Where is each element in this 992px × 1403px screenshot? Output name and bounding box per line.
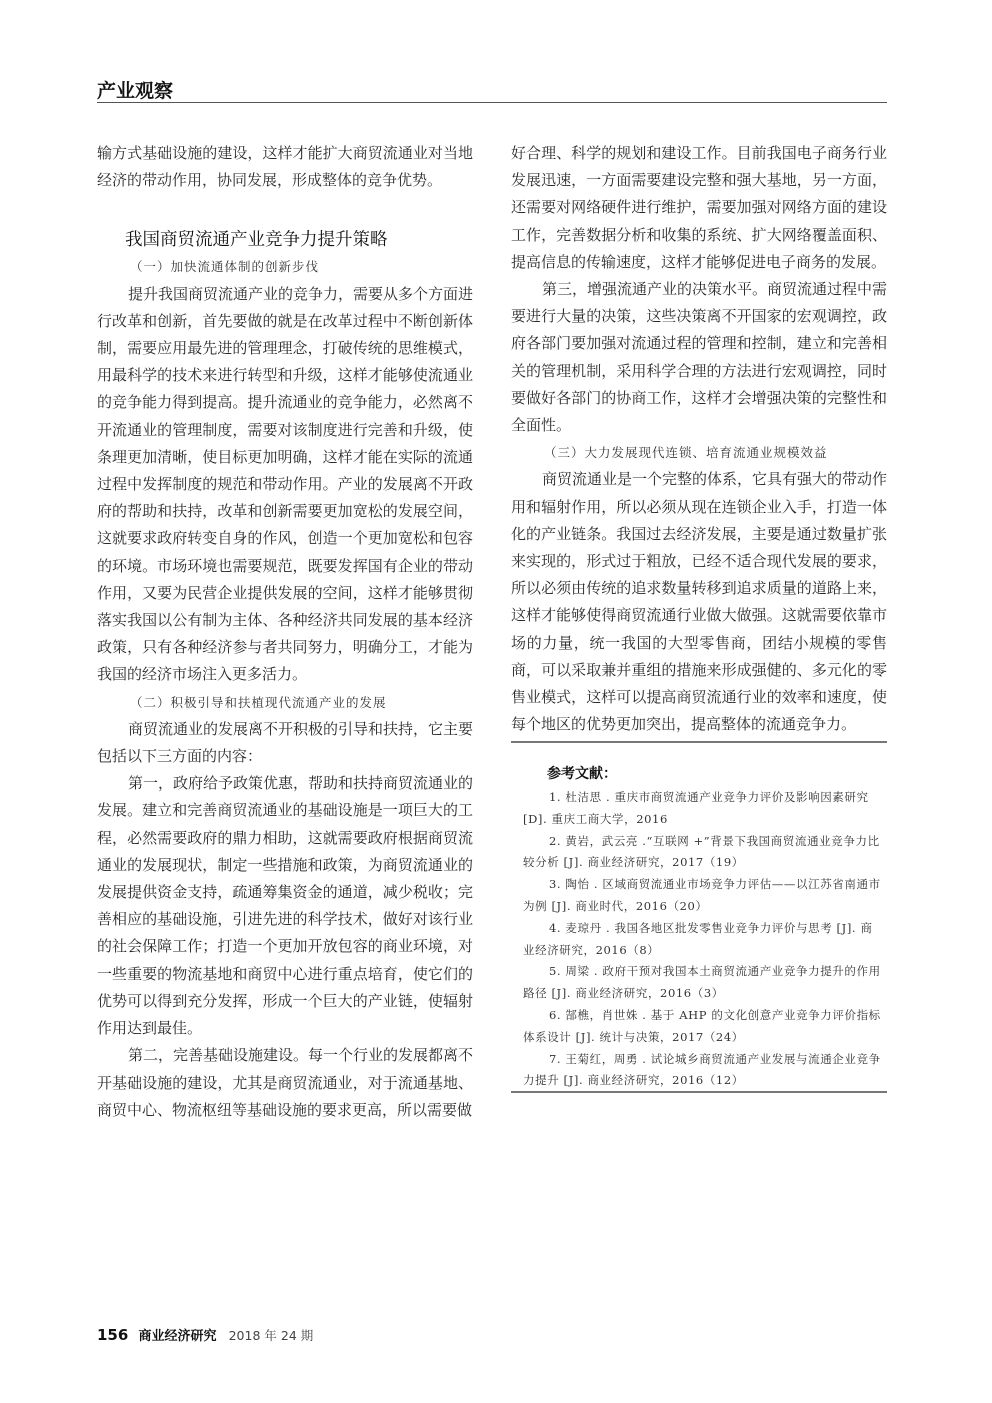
subsection-heading: （三）大力发展现代连锁、培育流通业规模效益 [544,445,828,461]
left-column [97,140,473,1124]
right-column [511,140,887,738]
paragraph: 商贸流通业的发展离不开积极的引导和扶持，它主要包括以下三方面的内容： [97,719,474,766]
section-title: 产业观察 [97,80,174,102]
reference-item: 2. 黄岩，武云亮 .“互联网 +”背景下我国商贸流通业竞争力比较分析 [J]. 商业经济研究，2017（19） [523,833,880,870]
reference-item: 5. 周梁 . 政府干预对我国本土商贸流通产业竞争力提升的作用路径 [J]. 商业经济研究，2016（3） [523,964,881,1001]
journal-name: 商业经济研究 [138,1329,217,1344]
reference-item: 4. 麦琼丹 . 我国各地区批发零售业竞争力评价与思考 [J]. 商业经济研究，2016（8） [523,920,873,957]
paragraph: 第三，增强流通产业的决策水平。商贸流通过程中需要进行大量的决策，这些决策离不开国家的宏观调控，政府各部门要加强对流通过程的管理和控制，建立和完善相关的管理机制，采用科学合理的方法进行宏观调控，同时要做好各部门的协商工作，这样才会增强决策的完整性和全面性。 [511,280,888,435]
paragraph: 提升我国商贸流通产业的竞争力，需要从多个方面进行改革和创新，首先要做的就是在改革过程中不断创新体制，需要应用最先进的管理理念，打破传统的思维模式，用最科学的技术来进行转型和升级，这样才能够使流通业的竞争能力得到提高。提升流通业的竞争能力，必然离不开流通业的管理制度，需要对该制度进行完善和升级，使条理更加清晰，使目标更加明确，这样才能在实际的流通过程中发挥制度的规范和带动作用。产业的发展离不开政府的帮助和扶持，改革和创新需要更加宽松的发展空间，这就要求政府转变自身的作风，创造一个更加宽松和包容的环境。市场环境也需要规范，既要发挥国有企业的带动作用，又要为民营企业提供发展的空间，这样才能够贯彻落实我国以公有制为主体、各种经济共同发展的基本经济政策，只有各种经济参与者共同努力，明确分工，才能为我国的经济市场注入更多活力。 [97,284,474,684]
page-number: 156 [97,1326,129,1344]
page-header [97,76,887,103]
reference-item: 6. 郜樵，肖世姝 . 基于 AHP 的文化创意产业竞争力评价指标体系设计 [J]. 统计与决策，2017（24） [523,1007,881,1044]
reference-item: 3. 陶怡 . 区域商贸流通业市场竞争力评估——以江苏省南通市为例 [J]. 商业时代，2016（20） [523,877,881,913]
reference-item: 1. 杜洁思 . 重庆市商贸流通产业竞争力评价及影响因素研究 [D]. 重庆工商大学，2016 [523,790,869,826]
issue-label: 2018 年 24 期 [228,1328,314,1343]
page-footer [97,1325,313,1344]
paragraph: 好合理、科学的规划和建设工作。目前我国电子商务行业发展迅速，一方面需要建设完整和强大基地，另一方面，还需要对网络硬件进行维护，需要加强对网络方面的建设工作，完善数据分析和收集的系统、扩大网络覆盖面积、提高信息的传输速度，这样才能够促进电子商务的发展。 [511,144,887,271]
paragraph: 商贸流通业是一个完整的体系，它具有强大的带动作用和辐射作用，所以必须从现在连锁企业入手，打造一体化的产业链条。我国过去经济发展，主要是通过数量扩张来实现的，形式过于粗放，已经不适合现代发展的要求，所以必须由传统的追求数量转移到追求质量的道路上来，这样才能够使得商贸流通行业做大做强。这就需要依靠市场的力量，统一我国的大型零售商，团结小规模的零售商，可以采取兼并重组的措施来形成强健的、多元化的零售业模式，这样可以提高商贸流通行业的效率和速度，使每个地区的优势更加突出，提高整体的流通竞争力。 [511,470,888,734]
subsection-heading: （一）加快流通体制的创新步伐 [130,259,320,275]
section-heading: 我国商贸流通产业竞争力提升策略 [125,230,388,251]
reference-item: 7. 王菊红，周勇 . 试论城乡商贸流通产业发展与流通企业竞争力提升 [J]. 商业经济研究，2016（12） [523,1051,881,1088]
paragraph: 输方式基础设施的建设，这样才能扩大商贸流通业对当地经济的带动作用，协同发展，形成整体的竞争优势。 [97,144,473,190]
paragraph: 第一，政府给予政策优惠，帮助和扶持商贸流通业的发展。建立和完善商贸流通业的基础设施是一项巨大的工程，必然需要政府的鼎力相助，这就需要政府根据商贸流通业的发展现状，制定一些措施和政策，为商贸流通业的发展提供资金支持，疏通筹集资金的通道，减少税收；完善相应的基础设施，引进先进的科学技术，做好对该行业的社会保障工作；打造一个更加开放包容的商业环境，对一些重要的物流基地和商贸中心进行重点培育，使它们的优势可以得到充分发挥，形成一个巨大的产业链，使辐射作用达到最佳。 [97,774,474,1038]
references-box [511,741,887,1093]
references-title: 参考文献： [547,766,617,782]
paragraph: 第二，完善基础设施建设。每一个行业的发展都离不开基础设施的建设，尤其是商贸流通业，对于流通基地、商贸中心、物流枢纽等基础设施的要求更高，所以需要做 [97,1046,474,1119]
subsection-heading: （二）积极引导和扶植现代流通产业的发展 [130,694,387,710]
